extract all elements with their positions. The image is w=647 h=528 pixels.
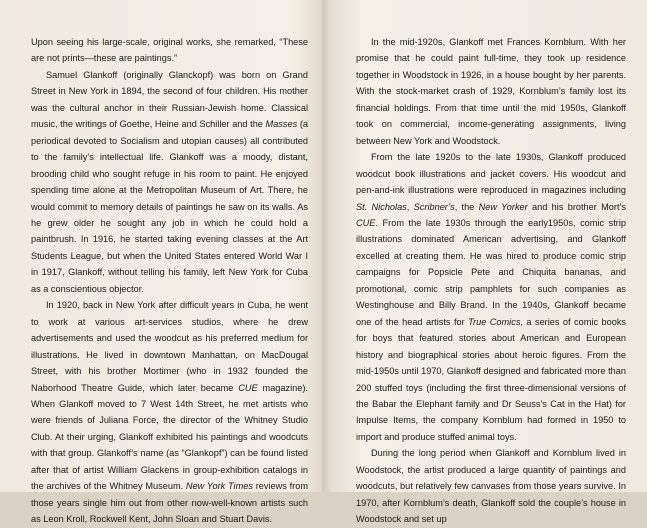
right-paragraph-2 — [356, 149, 626, 445]
text-segment: reviews from those years single him out from other now-well-known artists such as Leon Kroll, Rockwell Kent, John Sloan and Stuart Davis. — [31, 481, 308, 525]
left-paragraph-3 — [31, 297, 308, 527]
left-paragraph-1 — [31, 34, 308, 67]
right-paragraph-1 — [356, 34, 626, 149]
text-segment: . From the late 1930s through the early1950s, comic strip illustrations dominated American advertising, and Glankoff excelled at creating them. He was hired to produce comic strip campaigns for Popsicle Pete and Chiquita bananas, and promotional, comic strip pamphlets for such companies as Westinghouse and Billy Brand. In the 1940s, Glankoff became one of the head artists for — [356, 217, 626, 327]
right-paragraph-3 — [356, 445, 626, 527]
italic-title: St. Nicholas — [356, 201, 407, 212]
right-page — [324, 0, 647, 525]
italic-title: New Yorker — [478, 201, 528, 212]
text-segment: , the — [454, 201, 479, 212]
text-segment: and his brother Mort’s — [527, 201, 626, 212]
italic-title: New York Times — [185, 481, 253, 492]
italic-title: True Comics — [468, 316, 521, 327]
italic-title: CUE — [356, 217, 376, 228]
left-paragraph-2 — [31, 67, 308, 297]
text-segment: , — [406, 201, 414, 212]
left-page — [0, 0, 323, 525]
italic-title: CUE — [238, 382, 258, 393]
text-segment: , a series of comic books for boys that featured stories about American and European history and biographical stories about heroic figures. From the mid-1950s until 1970, Glankoff designed and fabricated more than 200 stuffed toys (including the first three-dimensional versions of the Babar the Elephant family and Dr Seuss’s Cat in the Hat) for Impulse Items, the company Kornblum had formed in 1950 to import and produce stuffed animal toys. — [356, 316, 627, 442]
text-segment: In the mid-1920s, Glankoff met Frances Kornblum. With her promise that he could paint full-time, they took up residence together in Woodstock in 1926, in a house bought by her parents. With the stock-market crash of 1929, Kornblum’s family lost its financial holdings. From that time until the mid 1950s, Glankoff took on commercial, income-generating assignments, living between New York and Woodstock. — [356, 37, 626, 146]
text-segment: During the long period when Glankoff and Kornblum lived in Woodstock, the artist produced a large quantity of paintings and woodcuts, but relatively few canvases from those years survive. In 1970, after Kornblum’s death, Glankoff sold the couple’s house in Woodstock and set up — [356, 448, 626, 525]
text-segment: From the late 1920s to the late 1930s, Glankoff produced woodcut book illustrations and jacket covers. His woodcut and pen-and-ink illustrations were reproduced in magazines including — [356, 152, 626, 196]
italic-title: Masses — [265, 119, 298, 130]
text-segment: Samuel Glankoff (originally Glanckopf) was born on Grand Street in New York in 1894, the second of four children. His mother was the cultural anchor in their Russian-Jewish home. Classical music, the writings of Goethe, Heine and Schiller and the — [31, 69, 308, 130]
text-segment: Upon seeing his large-scale, original works, she remarked, “These are not prints—these are paintings.” — [31, 37, 308, 64]
italic-title: Scribner’s — [413, 201, 455, 212]
text-segment: magazine). When Glankoff moved to 7 West 14th Street, he met artists who were friends of Juliana Force, the director of the Whitney Studio Club. At their urging, Glankoff exhibited his paintings and woodcuts with that group. Glankoff’s name (as “Glankopf”) can be found listed after that of artist William Glackens in group-exhibition catalogs in the archives of the Whitney Museum. — [31, 382, 308, 492]
text-segment: (a periodical devoted to Socialism and utopian causes) all contributed to the family’s intellectual life. Glankoff was a moody, distant, brooding child who sought refuge in his room to paint. He enjoyed spending time alone at the Metropolitan Museum of Art. There, he would commit to memory details of paintings he saw on its walls. As he grew older he sought any job in which he could hold a paintbrush. In 1916, he started taking evening classes at the Art Students League, but when the United States entered World War I in 1917, Glankoff, without telling his family, left New York for Cuba as a conscientious objector. — [31, 119, 308, 294]
text-segment: In 1920, back in New York after difficult years in Cuba, he went to work at various art-services studios, where he drew advertisements and used the woodcut as his preferred medium for illustrations. He lived in downtown Manhattan, on MacDougal Street, with his brother Mortimer (who in 1932 founded the Naborhood Theatre Guide, which later became — [31, 300, 308, 393]
